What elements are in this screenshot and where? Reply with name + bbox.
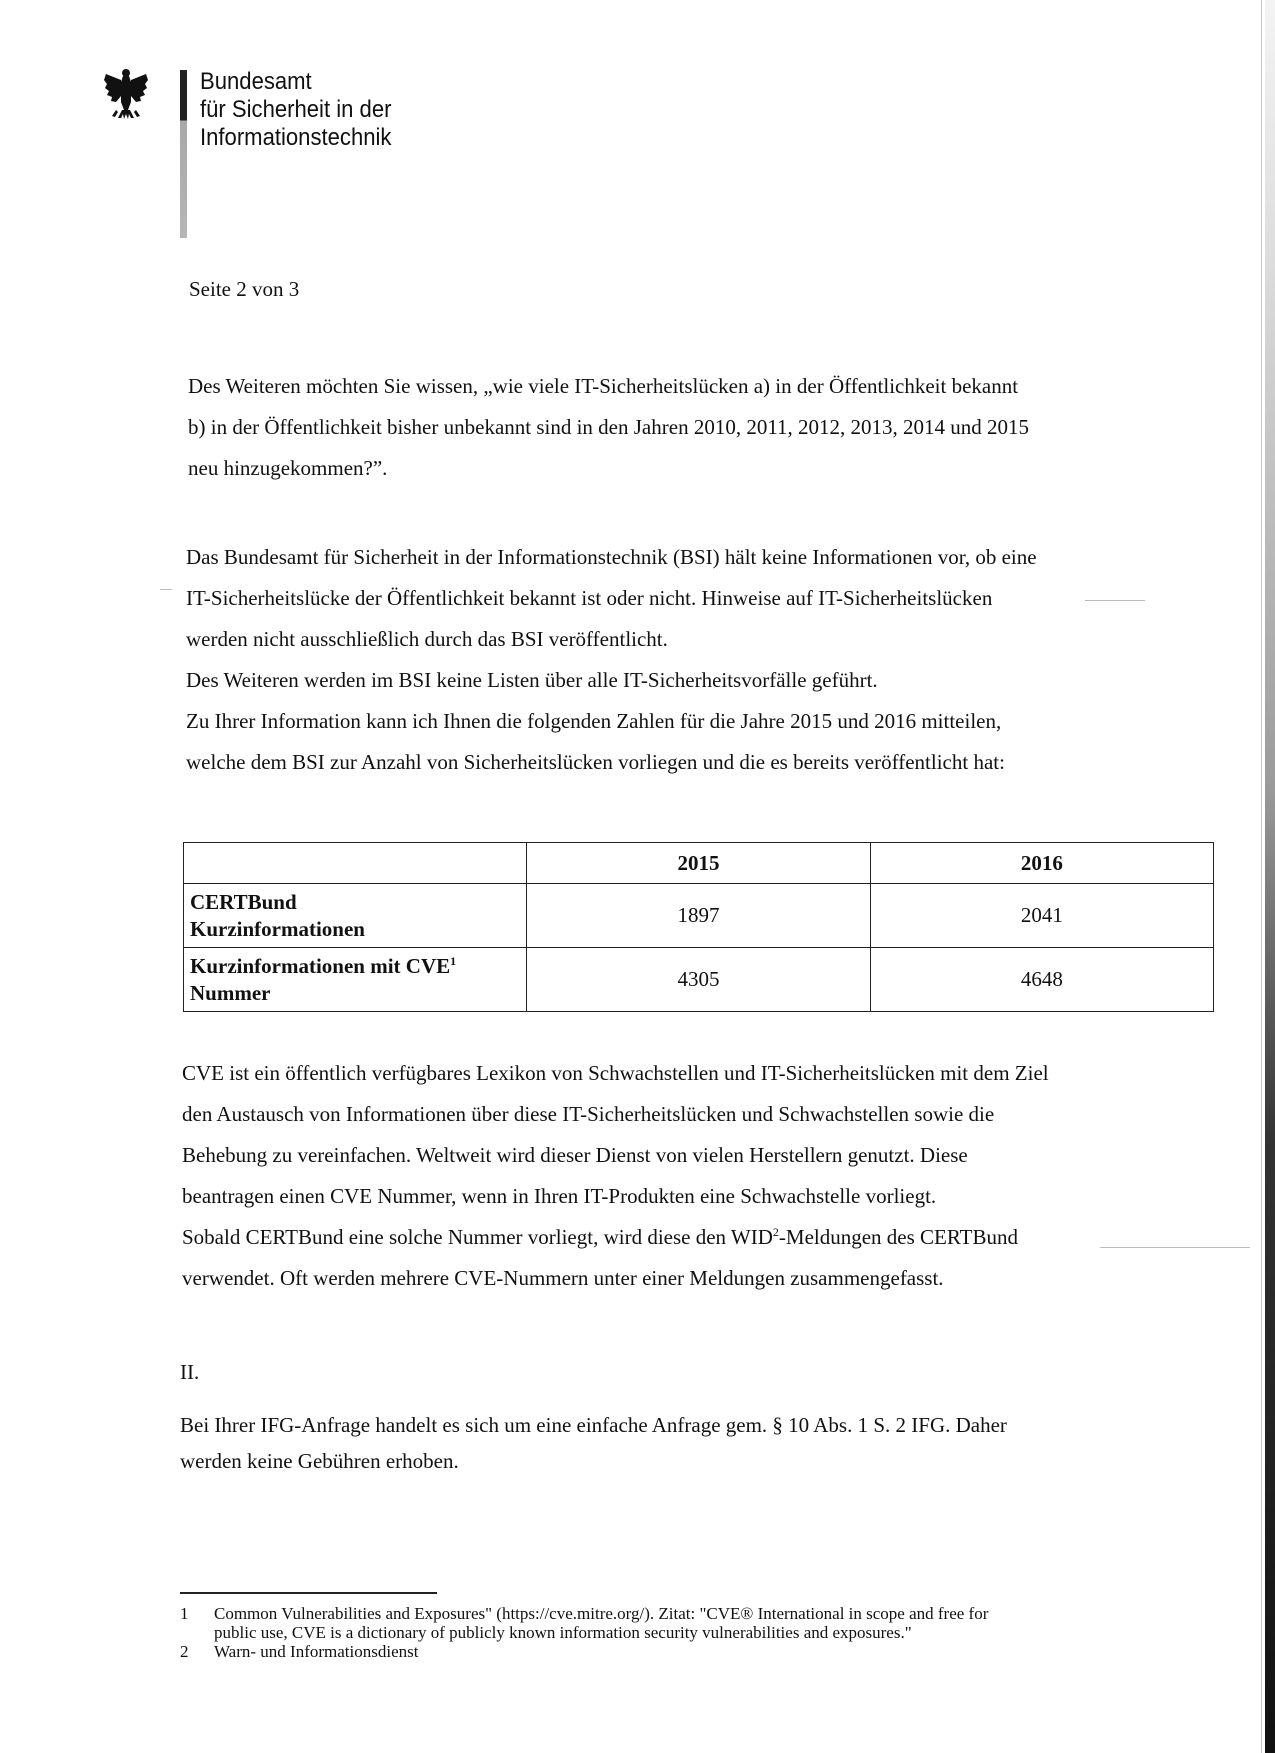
question-paragraph xyxy=(188,366,1029,489)
footnote-divider xyxy=(180,1592,437,1594)
text-fragment: Sobald CERTBund eine solche Nummer vorliegt, wird diese den WID xyxy=(182,1225,773,1249)
footnote xyxy=(180,1642,988,1661)
text-line: b) in der Öffentlichkeit bisher unbekannt sind in den Jahren 2010, 2011, 2012, 2013, 2014 und 2015 xyxy=(188,415,1030,439)
footnote-line: Warn- und Informationsdienst xyxy=(214,1642,419,1661)
fees-section xyxy=(180,1352,1007,1482)
answer-paragraph xyxy=(186,537,1037,783)
text-line: neu hinzugekommen?”. xyxy=(188,456,388,480)
row-label-line: Nummer xyxy=(190,980,271,1005)
letterhead-color-bar xyxy=(180,70,187,238)
text-line: verwendet. Oft werden mehrere CVE-Nummern unter einer Meldungen zusammengefasst. xyxy=(182,1266,944,1290)
table-header-year: 2015 xyxy=(527,843,870,884)
footnote-number: 2 xyxy=(180,1642,189,1661)
text-line: IT-Sicherheitslücke der Öffentlichkeit bekannt ist oder nicht. Hinweise auf IT-Sicherheitslücken xyxy=(186,586,993,610)
text-line: beantragen einen CVE Nummer, wenn in Ihren IT-Produkten eine Schwachstelle vorliegt. xyxy=(182,1184,937,1208)
text-line: werden nicht ausschließlich durch das BSI veröffentlicht. xyxy=(186,627,668,651)
footnote-line: public use, CVE is a dictionary of publicly known information security vulnerabilities and exposures." xyxy=(214,1623,912,1642)
scan-edge-line xyxy=(1261,0,1262,1753)
text-line: welche dem BSI zur Anzahl von Sicherheitslücken vorliegen und die es bereits veröffentlicht hat: xyxy=(186,750,1005,774)
scan-noise xyxy=(160,589,172,590)
text-line: Das Bundesamt für Sicherheit in der Informationstechnik (BSI) hält keine Informationen vor, ob eine xyxy=(186,545,1037,569)
table-header-row xyxy=(184,843,1214,884)
org-name-line: Informationstechnik xyxy=(200,124,392,151)
text-line: Des Weiteren werden im BSI keine Listen über alle IT-Sicherheitsvorfälle geführt. xyxy=(186,668,878,692)
org-name-line: Bundesamt xyxy=(200,68,312,95)
text-line xyxy=(182,1217,1049,1258)
footnote xyxy=(180,1604,988,1642)
federal-eagle-icon xyxy=(104,66,148,124)
vulnerability-stats-table xyxy=(183,842,1214,1012)
table-cell-value: 1897 xyxy=(527,884,870,948)
text-line: Des Weiteren möchten Sie wissen, „wie viele IT-Sicherheitslücken a) in der Öffentlichkeit bekannt xyxy=(188,374,1019,398)
text-line: CVE ist ein öffentlich verfügbares Lexikon von Schwachstellen und IT-Sicherheitslücken mit dem Ziel xyxy=(182,1061,1049,1085)
text-fragment: -Meldungen des CERTBund xyxy=(778,1225,1018,1249)
row-label-line: Kurzinformationen xyxy=(190,916,365,941)
footnote-ref: 2 xyxy=(772,1225,779,1239)
scan-noise xyxy=(1085,600,1145,601)
text-line: Bei Ihrer IFG-Anfrage handelt es sich um eine einfache Anfrage gem. § 10 Abs. 1 S. 2 IFG. Daher xyxy=(180,1413,1007,1437)
footnote-ref: 1 xyxy=(450,953,457,968)
text-line: werden keine Gebühren erhoben. xyxy=(180,1449,459,1473)
table-header-year: 2016 xyxy=(870,843,1213,884)
row-label-line: Kurzinformationen mit CVE xyxy=(190,953,451,978)
table-cell-value: 4648 xyxy=(870,948,1213,1012)
row-label xyxy=(184,884,527,948)
table-cell-value: 4305 xyxy=(527,948,870,1012)
table-header-empty xyxy=(184,843,527,884)
footnote-line: Common Vulnerabilities and Exposures" (https://cve.mitre.org/). Zitat: "CVE® International in scope and free for xyxy=(214,1604,989,1623)
text-line: den Austausch von Informationen über diese IT-Sicherheitslücken und Schwachstellen sowie die xyxy=(182,1102,995,1126)
row-label xyxy=(184,948,527,1012)
text-line: Zu Ihrer Information kann ich Ihnen die folgenden Zahlen für die Jahre 2015 und 2016 mitteilen, xyxy=(186,709,1002,733)
table-cell-value: 2041 xyxy=(870,884,1213,948)
section-number: II. xyxy=(180,1360,200,1384)
footnote-number: 1 xyxy=(180,1604,189,1623)
scan-noise xyxy=(1100,1247,1250,1248)
page-number-label: Seite 2 von 3 xyxy=(189,277,300,301)
scan-edge-shadow xyxy=(1265,0,1275,1753)
cve-explanation-paragraph xyxy=(182,1053,1049,1299)
row-label-line: CERTBund xyxy=(190,889,297,914)
table-row xyxy=(184,884,1214,948)
org-name-line: für Sicherheit in der xyxy=(200,96,392,123)
footnotes xyxy=(180,1604,988,1661)
text-line: Behebung zu vereinfachen. Weltweit wird dieser Dienst von vielen Herstellern genutzt. Diese xyxy=(182,1143,968,1167)
table-row xyxy=(184,948,1214,1012)
organization-name xyxy=(200,68,391,152)
